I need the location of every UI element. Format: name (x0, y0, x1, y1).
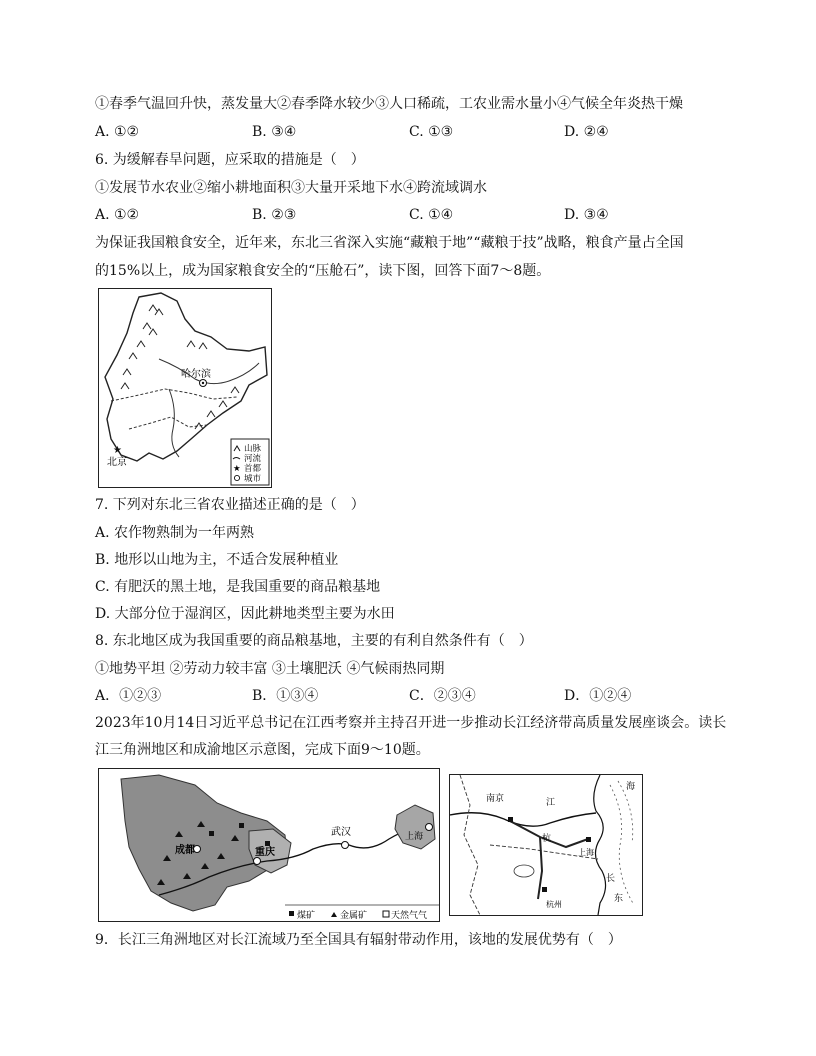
label-dong: 东 (614, 894, 624, 904)
q6-option-b: B. ②③ (252, 207, 297, 223)
delta-map-svg (450, 775, 642, 915)
q6-option-c: C. ①④ (409, 207, 454, 223)
sea-route (610, 785, 634, 905)
natural-gas-icon (383, 911, 389, 917)
metal-mine-icon (331, 912, 337, 917)
intro-910-line2: 江三角洲地区和成渝地区示意图，完成下面9～10题。 (95, 742, 430, 758)
city-symbol (542, 887, 547, 892)
q8-option-d: D．①②④ (564, 688, 632, 704)
legend-label-capital: 首都 (244, 464, 262, 474)
railway-line (538, 837, 542, 899)
city-label-chongqing: 重庆 (255, 847, 275, 858)
q6-option-a: A. ①② (95, 207, 140, 223)
q5-stem: ①春季气温回升快，蒸发量大②春季降水较少③人口稀疏，工农业需水量小④气候全年炎热干燥 (95, 96, 683, 112)
yangtze-river (450, 813, 596, 826)
chengyu-yangtze-map (98, 768, 440, 922)
label-chang: 长 (606, 874, 616, 884)
label-jiang: 江 (546, 798, 556, 808)
label-hai: 海 (626, 782, 636, 792)
coal-mine-icon (289, 911, 294, 916)
intro-78-line2: 的15%以上，成为国家粮食安全的“压舱石”，读下图，回答下面7～8题。 (95, 263, 551, 279)
legend-label-river: 河流 (244, 454, 262, 464)
legend-label-mountain: 山脉 (244, 444, 262, 454)
city-symbol (426, 824, 433, 831)
q8-option-a: A．①②③ (95, 688, 162, 704)
capital-label-beijing: 北京 (107, 457, 127, 468)
legend-label-metal: 金属矿 (340, 911, 368, 921)
q6-stem: ①发展节水农业②缩小耕地面积③大量开采地下水④跨流域调水 (95, 180, 487, 196)
q7-option-c: C. 有肥沃的黑土地，是我国重要的商品粮基地 (95, 579, 381, 595)
legend-label-coal: 煤矿 (297, 911, 316, 921)
northeast-china-map (98, 288, 272, 488)
city-label-wuhan: 武汉 (331, 827, 351, 838)
q5-option-c: C. ①③ (409, 124, 454, 140)
q7-title: 7. 下列对东北三省农业描述正确的是（ ） (95, 497, 365, 513)
q8-title: 8. 东北地区成为我国重要的商品粮基地，主要的有利自然条件有（ ） (95, 633, 533, 649)
city-symbol (254, 858, 261, 865)
q8-stem: ①地势平坦 ②劳动力较丰富 ③土壤肥沃 ④气候雨热同期 (95, 661, 445, 677)
q5-option-a: A. ①② (95, 124, 140, 140)
q8-option-b: B．①③④ (252, 688, 319, 704)
q9-title: 9．长江三角洲地区对长江流域乃至全国具有辐射带动作用，该地的发展优势有（ ） (95, 932, 622, 948)
capital-legend-icon: ★ (233, 464, 241, 474)
q5-option-d: D. ②④ (564, 124, 609, 140)
city-label-harbin: 哈尔滨 (181, 369, 211, 380)
city-label-shanghai: 上海 (405, 832, 424, 842)
northeast-map-svg (99, 289, 271, 487)
province-boundary (460, 775, 480, 915)
city-label-chengdu: 成都 (175, 845, 195, 856)
q7-option-b: B. 地形以山地为主，不适合发展种植业 (95, 552, 339, 568)
city-symbol (342, 842, 349, 849)
q5-option-b: B. ③④ (252, 124, 297, 140)
q8-option-c: C．②③④ (409, 688, 476, 704)
capital-star-icon: ★ (113, 445, 122, 456)
label-shanghai: 上海 (578, 848, 594, 857)
q7-option-a: A. 农作物熟制为一年两熟 (95, 525, 255, 541)
label-hangzhou: 杭州 (546, 900, 562, 909)
q7-option-d: D. 大部分位于湿润区，因此耕地类型主要为水田 (95, 606, 395, 622)
yangtze-delta-map (449, 774, 643, 916)
chengyu-map-svg (99, 769, 439, 921)
legend-label-city: 城市 (244, 474, 262, 484)
city-symbol (508, 817, 513, 822)
label-hang: 杭 (542, 834, 552, 844)
q6-option-d: D. ③④ (564, 207, 609, 223)
lake-taihu (514, 865, 534, 877)
q6-title: 6. 为缓解春旱问题，应采取的措施是（ ） (95, 152, 365, 168)
city-symbol (586, 837, 591, 842)
intro-910-line1: 2023年10月14日习近平总书记在江西考察并主持召开进一步推动长江经济带高质量发展座谈会。读长 (95, 715, 727, 731)
label-nanjing: 南京 (486, 794, 505, 804)
legend-label-gas: 天然气气 (391, 911, 428, 921)
coastline (594, 775, 606, 915)
intro-78-line1: 为保证我国粮食安全，近年来，东北三省深入实施“藏粮于地”“藏粮于技”战略，粮食产量占全国 (95, 235, 684, 251)
